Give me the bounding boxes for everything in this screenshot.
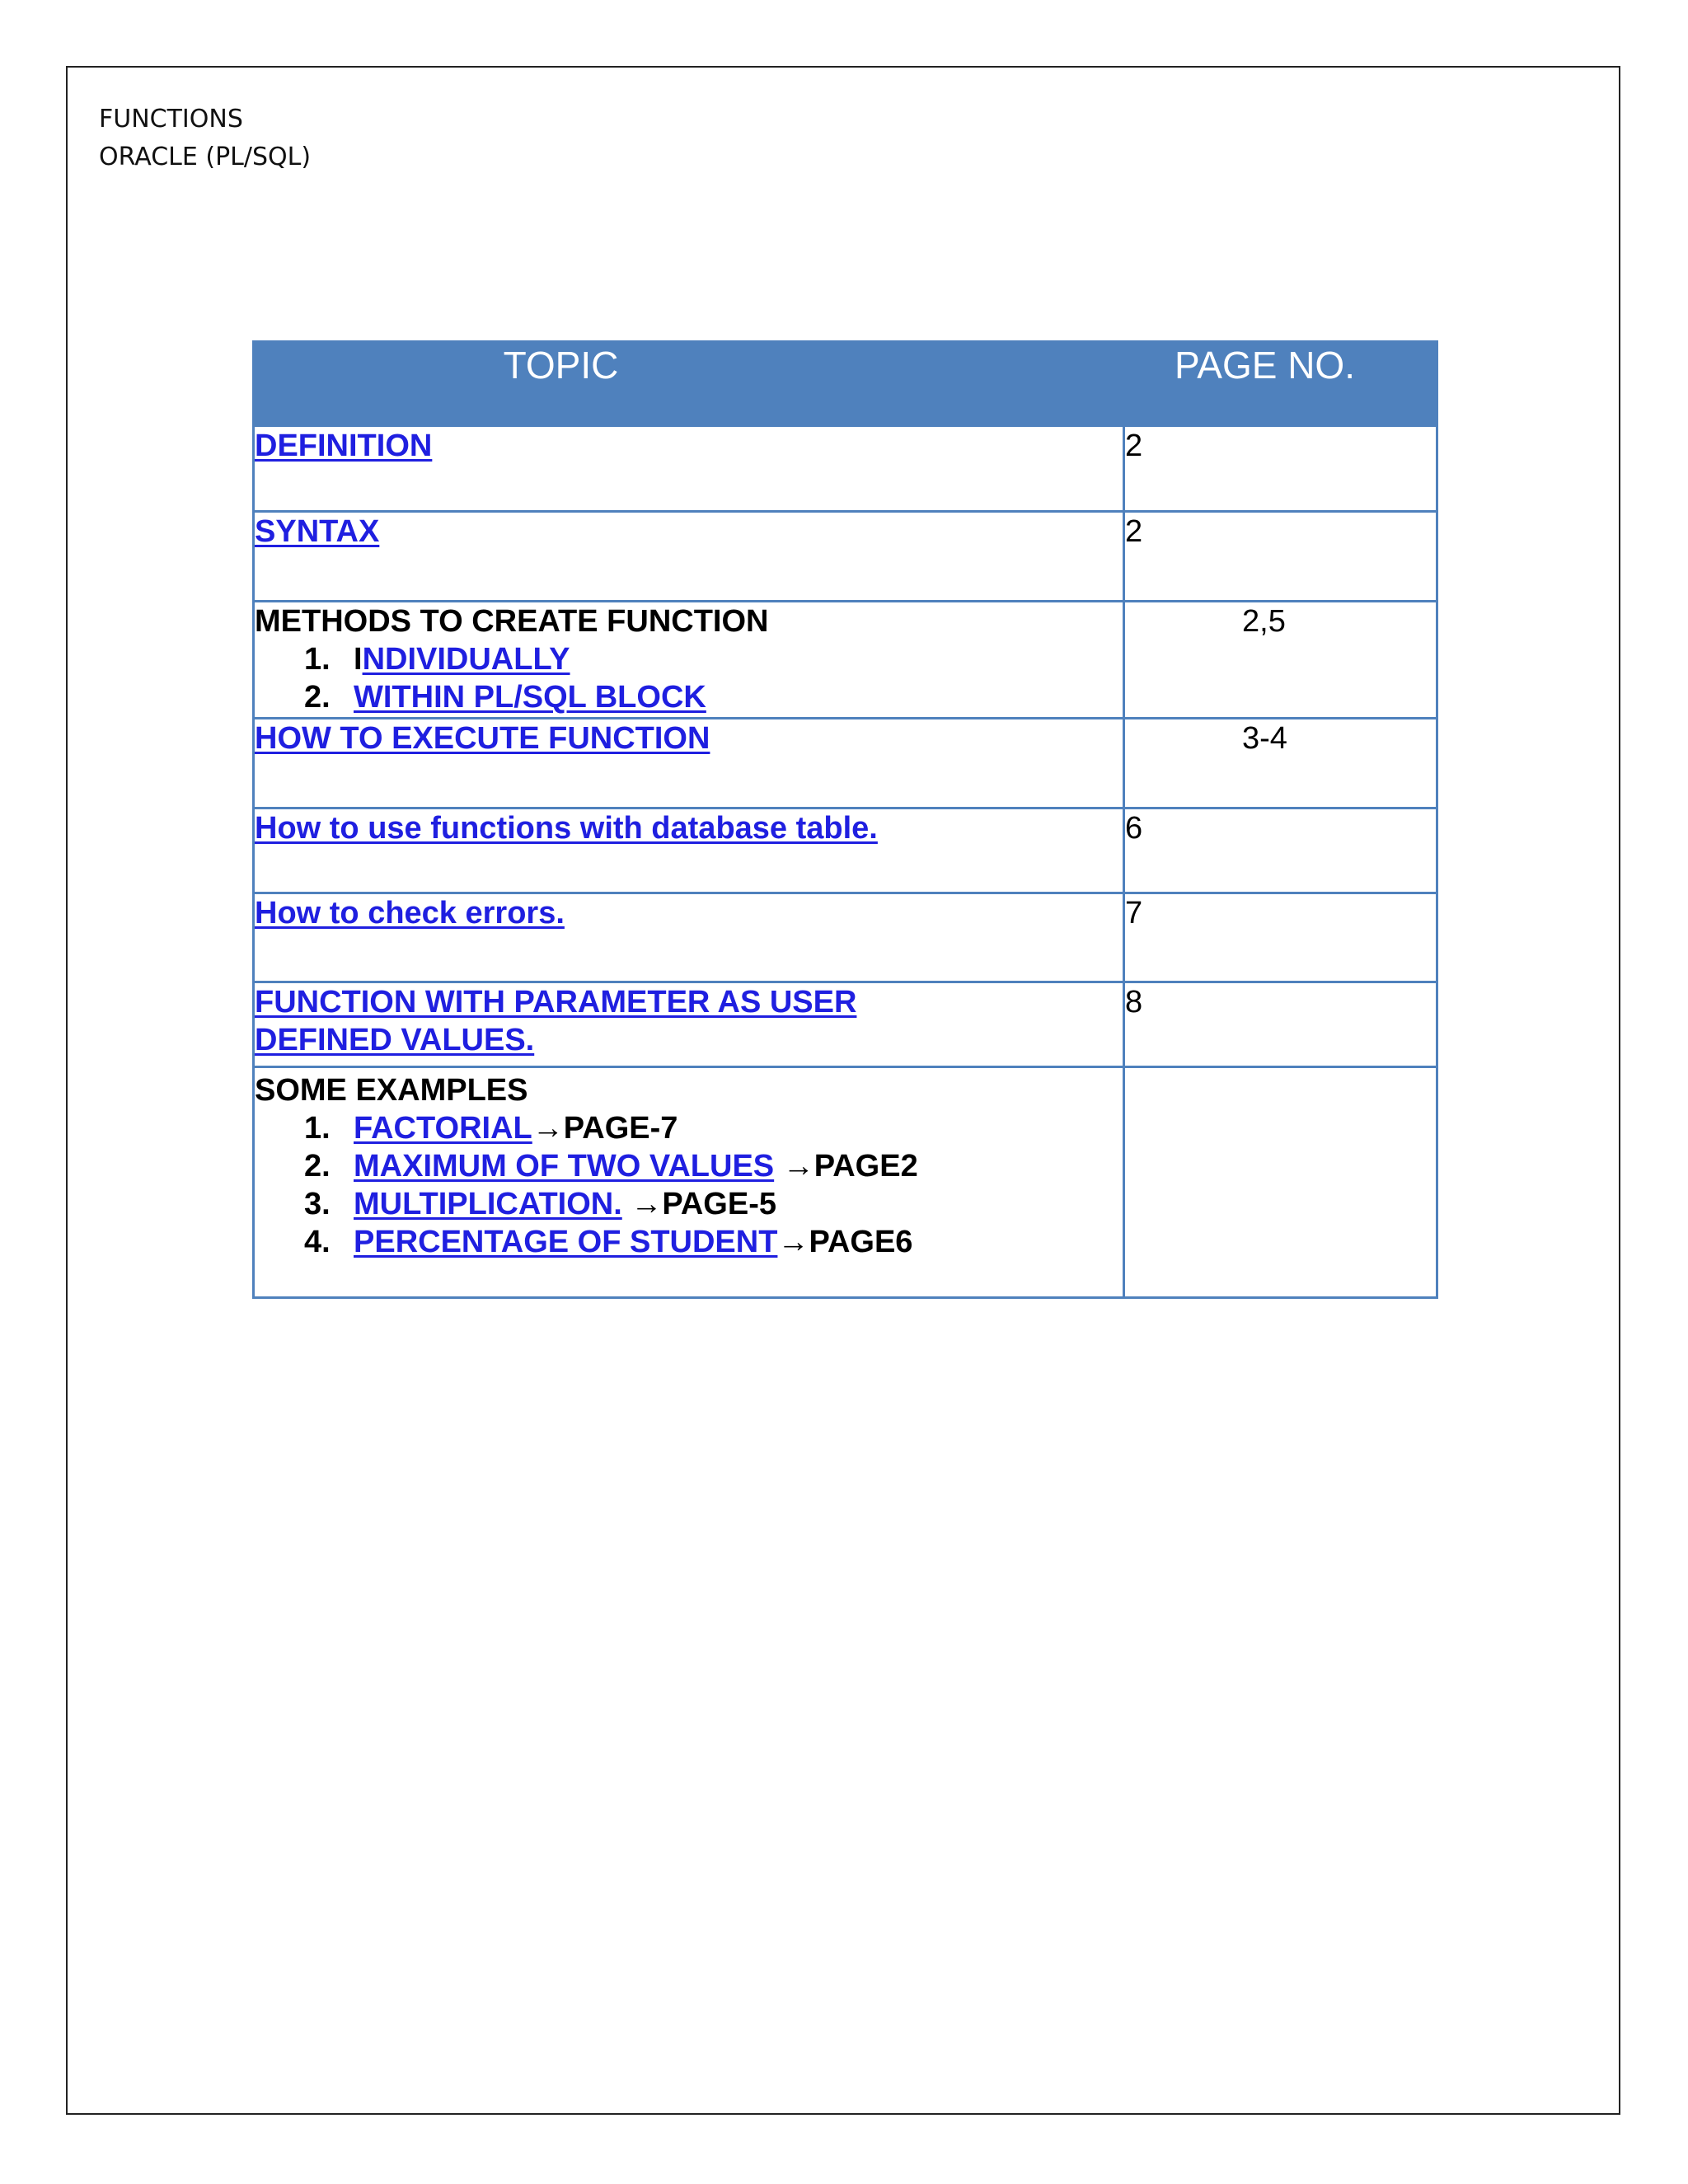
link-individually[interactable]: NDIVIDUALLY: [362, 642, 570, 677]
methods-list: [255, 640, 1123, 716]
list-item: 2. MAXIMUM OF TWO VALUES →PAGE2: [304, 1149, 918, 1183]
examples-list: [255, 1109, 1123, 1261]
list-item: 1. INDIVIDUALLY: [304, 642, 570, 677]
toc-column-topic: TOPIC: [254, 342, 1124, 426]
examples-heading: SOME EXAMPLES: [255, 1073, 528, 1108]
page-number: 8: [1124, 982, 1437, 1067]
link-how-to-execute-function[interactable]: HOW TO EXECUTE FUNCTION: [255, 721, 710, 756]
document-header: [99, 101, 311, 176]
toc-row-check-errors: [254, 893, 1437, 982]
link-syntax[interactable]: SYNTAX: [255, 514, 380, 549]
header-subtitle: ORACLE (PL/SQL): [99, 143, 312, 171]
page-number: 3-4: [1124, 719, 1437, 808]
link-check-errors[interactable]: How to check errors.: [255, 896, 565, 930]
arrow-icon: →: [621, 1187, 663, 1221]
list-item: 3. MULTIPLICATION. →PAGE-5: [304, 1187, 776, 1221]
toc-header-row: [254, 342, 1437, 426]
link-within-plsql-block[interactable]: WITHIN PL/SQL BLOCK: [354, 680, 706, 715]
link-definition[interactable]: DEFINITION: [255, 429, 433, 463]
link-functions-with-database-table[interactable]: How to use functions with database table.: [255, 811, 878, 846]
list-item: 1. FACTORIAL→PAGE-7: [304, 1111, 678, 1146]
page-number: 2: [1124, 512, 1437, 602]
link-maximum-of-two-values[interactable]: MAXIMUM OF TWO VALUES: [354, 1149, 775, 1183]
toc-row-database-table: [254, 808, 1437, 893]
page-number: 2: [1124, 426, 1437, 512]
toc-column-page: PAGE NO.: [1124, 342, 1437, 426]
page-number: 2,5: [1124, 602, 1437, 719]
arrow-icon: →: [774, 1149, 814, 1183]
toc-row-definition: [254, 426, 1437, 512]
list-item: 2. WITHIN PL/SQL BLOCK: [304, 680, 706, 715]
link-multiplication[interactable]: MULTIPLICATION.: [354, 1187, 622, 1221]
methods-heading: METHODS TO CREATE FUNCTION: [255, 604, 769, 639]
list-item: 4. PERCENTAGE OF STUDENT→PAGE6: [304, 1225, 913, 1259]
table-of-contents: [252, 340, 1438, 1299]
link-factorial[interactable]: FACTORIAL: [354, 1111, 532, 1146]
page-number: 6: [1124, 808, 1437, 893]
arrow-icon: →: [532, 1111, 564, 1146]
link-function-with-parameter[interactable]: FUNCTION WITH PARAMETER AS USER DEFINED VALUES.: [255, 985, 857, 1057]
toc-row-execute: [254, 719, 1437, 808]
page-number: [1124, 1067, 1437, 1298]
toc-row-methods: [254, 602, 1437, 719]
page-number: 7: [1124, 893, 1437, 982]
arrow-icon: →: [777, 1225, 809, 1259]
toc-row-examples: [254, 1067, 1437, 1298]
header-title: FUNCTIONS: [99, 105, 243, 134]
toc-row-parameters: [254, 982, 1437, 1067]
link-percentage-of-student[interactable]: PERCENTAGE OF STUDENT: [354, 1225, 778, 1259]
toc-row-syntax: [254, 512, 1437, 602]
